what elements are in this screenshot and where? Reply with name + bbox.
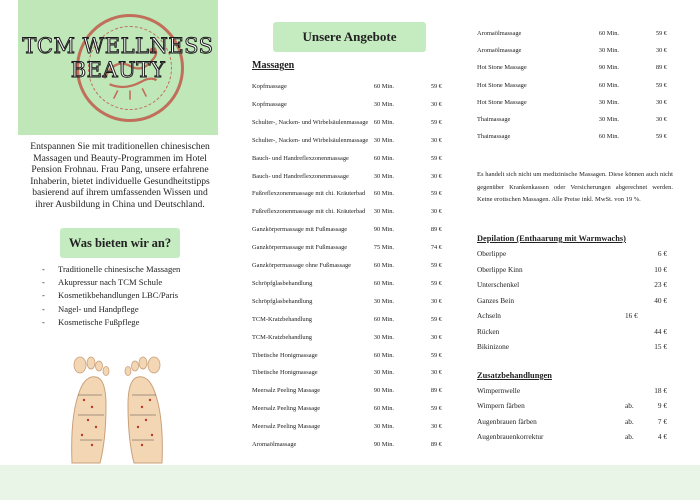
service-duration: 90 Min. bbox=[598, 64, 619, 72]
service-name: Augenbrauenkorrektur bbox=[477, 431, 544, 441]
service-price: 30 € bbox=[430, 208, 442, 216]
table-row bbox=[252, 261, 442, 271]
extras-heading: Zusatzbehandlungen bbox=[477, 371, 552, 380]
table-row bbox=[252, 368, 442, 378]
service-price: 59 € bbox=[430, 83, 442, 90]
service-duration: 60 Min. bbox=[598, 81, 619, 89]
table-row bbox=[477, 385, 667, 397]
service-duration: 30 Min. bbox=[598, 98, 619, 106]
service-name: Meersalz Peeling Massage bbox=[252, 405, 321, 413]
service-name: Oberlippe bbox=[477, 249, 507, 258]
service-price: 15 € bbox=[654, 342, 667, 351]
table-row bbox=[477, 416, 667, 428]
table-row bbox=[252, 279, 442, 289]
list-item: - Kosmetikbehandlungen LBC/Paris bbox=[42, 290, 179, 301]
service-name: Thaimassage bbox=[477, 133, 511, 141]
table-row bbox=[477, 431, 667, 443]
table-row bbox=[477, 29, 667, 39]
service-name: Bauch- und Handreflexzonenmassage bbox=[252, 154, 349, 162]
service-name: Ganzkörpermassage mit Fußmassage bbox=[252, 244, 348, 252]
service-name: Ganzkörpermassage ohne Fußmassage bbox=[252, 262, 352, 269]
service-duration: 60 Min. bbox=[373, 154, 394, 162]
service-duration: 30 Min. bbox=[373, 369, 394, 377]
service-price: 18 € bbox=[654, 386, 667, 395]
service-price: 59 € bbox=[430, 351, 442, 359]
footer-band bbox=[0, 465, 700, 500]
table-row bbox=[477, 115, 667, 125]
what-we-offer-heading: Was bieten wir an? bbox=[60, 228, 180, 258]
service-price: 59 € bbox=[430, 118, 442, 126]
service-duration: 60 Min. bbox=[373, 262, 394, 269]
service-duration: 30 Min. bbox=[373, 333, 394, 341]
table-row bbox=[252, 297, 442, 307]
service-name: Aromaölmassage bbox=[252, 441, 297, 448]
service-price: 30 € bbox=[430, 136, 442, 144]
service-name: Wimpernwelle bbox=[477, 386, 521, 395]
service-duration: 60 Min. bbox=[373, 190, 394, 198]
service-price: 40 € bbox=[654, 295, 667, 305]
service-duration: 60 Min. bbox=[598, 30, 619, 37]
list-item: - Traditionelle chinesische Massagen bbox=[42, 263, 181, 274]
service-duration: 30 Min. bbox=[373, 208, 394, 216]
service-duration: 30 Min. bbox=[373, 172, 394, 180]
logo-title bbox=[18, 34, 218, 82]
disclaimer-note: Es handelt sich nicht um medizinische Massagen. Diese können auch nicht gegenüber Krankenkassen oder Versicherungen abgerechnet werden. Keine erotischen Massagen. Alle Preise inkl. MwSt. von 19 %. bbox=[477, 171, 673, 203]
table-row bbox=[252, 154, 442, 164]
service-price: 30 € bbox=[430, 297, 442, 305]
service-price: 59 € bbox=[655, 81, 667, 89]
table-row bbox=[477, 264, 667, 276]
service-duration: 90 Min. bbox=[373, 441, 394, 448]
service-name: Unterschenkel bbox=[477, 280, 520, 289]
service-name: Rücken bbox=[477, 326, 500, 336]
service-duration: 60 Min. bbox=[373, 118, 394, 126]
service-price: 30 € bbox=[655, 98, 667, 106]
table-row bbox=[252, 351, 442, 361]
service-duration: 60 Min. bbox=[373, 83, 394, 90]
logo-title-line-1: TCM WELLNESS bbox=[22, 34, 214, 58]
massagen-heading: Massagen bbox=[252, 60, 295, 71]
service-name: Hot Stone Massage bbox=[477, 81, 527, 89]
service-price: 30 € bbox=[430, 333, 442, 341]
table-row bbox=[252, 207, 442, 217]
service-name: Achseln bbox=[477, 311, 501, 320]
service-name: Fußreflexzonenmassage mit chi. Kräuterbad bbox=[252, 190, 366, 198]
reflexology-feet-image bbox=[62, 355, 172, 465]
service-price: 59 € bbox=[655, 30, 667, 37]
service-name: Ganzes Bein bbox=[477, 295, 515, 305]
service-name: Kopfmassage bbox=[252, 100, 287, 108]
table-row bbox=[252, 386, 442, 396]
table-row bbox=[252, 422, 442, 432]
service-name: TCM-Kratzbehandlung bbox=[252, 333, 312, 341]
service-name: Hot Stone Massage bbox=[477, 98, 527, 106]
service-duration: 30 Min. bbox=[598, 116, 619, 123]
list-item: - Akupressur nach TCM Schule bbox=[42, 276, 163, 287]
intro-text: Entspannen Sie mit traditionellen chinesischen Massagen und Beauty-Programmen im Hotel Pension Frohnau. Frau Pang, unsere erfahrene Inhaberin, bietet individuelle Gesundheitstipps basierend auf ihrem umfassenden Wissen und ihrer Ausbildung in China und Deutschland. bbox=[30, 141, 210, 210]
service-price: 89 € bbox=[655, 64, 667, 72]
service-price: 23 € bbox=[654, 280, 667, 289]
service-name: Fußreflexzonenmassage mit chi. Kräuterbad bbox=[252, 208, 366, 216]
table-row bbox=[252, 225, 442, 235]
service-duration: 30 Min. bbox=[598, 47, 619, 55]
table-row bbox=[252, 100, 442, 110]
table-row bbox=[252, 404, 442, 414]
service-price: 59 € bbox=[430, 154, 442, 162]
service-duration: 90 Min. bbox=[373, 387, 394, 395]
depilation-heading: Depilation (Enthaarung mit Warmwachs) bbox=[477, 234, 626, 243]
service-name: Kopfmassage bbox=[252, 83, 287, 90]
offer-list bbox=[42, 262, 232, 328]
service-price: 9 € bbox=[657, 401, 667, 411]
service-price: 30 € bbox=[430, 423, 442, 431]
table-row bbox=[252, 243, 442, 253]
table-row bbox=[477, 279, 667, 291]
table-row bbox=[252, 82, 442, 92]
service-duration: 60 Min. bbox=[598, 133, 619, 141]
service-name: Meersalz Peeling Massage bbox=[252, 387, 321, 395]
service-duration: 30 Min. bbox=[373, 423, 394, 431]
service-name: Aromaölmassage bbox=[477, 47, 522, 55]
list-item: - Kosmetische Fußpflege bbox=[42, 316, 140, 327]
list-item: - Nagel- und Handpflege bbox=[42, 303, 139, 314]
table-row bbox=[252, 333, 442, 343]
table-row bbox=[252, 172, 442, 182]
service-price: 30 € bbox=[430, 172, 442, 180]
service-duration: 60 Min. bbox=[373, 279, 394, 287]
service-duration: 75 Min. bbox=[373, 244, 394, 252]
service-duration: 30 Min. bbox=[373, 100, 394, 108]
service-name: Oberlippe Kinn bbox=[477, 264, 523, 274]
service-name: Bauch- und Handreflexzonenmassage bbox=[252, 172, 349, 180]
table-row bbox=[252, 118, 442, 128]
service-price: 30 € bbox=[430, 100, 442, 108]
service-name: Schulter-, Nacken- und Wirbelsäulenmassage bbox=[252, 118, 369, 126]
service-name: Schröpfglasbehandlung bbox=[252, 297, 313, 305]
logo-title-line-2: BEAUTY bbox=[70, 58, 166, 82]
service-price: 59 € bbox=[430, 315, 442, 323]
service-name: Schulter-, Nacken- und Wirbelsäulenmassage bbox=[252, 136, 369, 144]
service-name: Augenbrauen färben bbox=[477, 416, 537, 426]
service-price: 7 € bbox=[657, 416, 667, 426]
service-extra: ab. bbox=[625, 401, 634, 411]
table-row bbox=[477, 248, 667, 260]
service-name: Tibetische Honigmassage bbox=[252, 369, 318, 377]
service-name: Aromaölmassage bbox=[477, 30, 522, 37]
table-row bbox=[477, 46, 667, 56]
service-name: TCM-Kratzbehandlung bbox=[252, 315, 312, 323]
service-price: 30 € bbox=[430, 369, 442, 377]
service-price: 59 € bbox=[430, 405, 442, 413]
service-price: 6 € bbox=[657, 249, 667, 258]
table-row bbox=[477, 132, 667, 142]
table-row bbox=[252, 189, 442, 199]
service-price: 89 € bbox=[430, 441, 442, 448]
service-extra: ab. bbox=[625, 416, 634, 426]
service-duration: 60 Min. bbox=[373, 315, 394, 323]
table-row bbox=[252, 315, 442, 325]
service-name: Thaimassage bbox=[477, 116, 511, 123]
table-row bbox=[477, 310, 667, 322]
service-duration: 60 Min. bbox=[373, 405, 394, 413]
service-price: 74 € bbox=[430, 244, 442, 252]
table-row bbox=[477, 63, 667, 73]
service-price: 59 € bbox=[655, 133, 667, 141]
table-row bbox=[477, 326, 667, 338]
service-extra: ab. bbox=[625, 431, 634, 441]
table-row bbox=[477, 341, 667, 353]
logo-panel bbox=[18, 0, 218, 135]
table-row bbox=[477, 98, 667, 108]
service-price: 30 € bbox=[655, 116, 667, 123]
service-name: Ganzkörpermassage mit Fußmassage bbox=[252, 226, 348, 234]
table-row bbox=[477, 400, 667, 412]
service-price: 10 € bbox=[654, 264, 667, 274]
service-duration: 60 Min. bbox=[373, 351, 394, 359]
service-name: Schröpfglasbehandlung bbox=[252, 279, 313, 287]
table-row bbox=[477, 81, 667, 91]
service-extra: 16 € bbox=[625, 311, 638, 320]
service-price: 59 € bbox=[430, 279, 442, 287]
service-price: 30 € bbox=[655, 47, 667, 55]
table-row bbox=[252, 440, 442, 450]
table-row bbox=[477, 295, 667, 307]
service-duration: 90 Min. bbox=[373, 226, 394, 234]
service-duration: 30 Min. bbox=[373, 297, 394, 305]
service-name: Meersalz Peeling Massage bbox=[252, 423, 321, 431]
service-price: 59 € bbox=[430, 190, 442, 198]
service-name: Wimpern färben bbox=[477, 401, 525, 411]
service-price: 44 € bbox=[654, 326, 667, 336]
service-price: 89 € bbox=[430, 387, 442, 395]
service-price: 59 € bbox=[430, 262, 442, 269]
service-duration: 30 Min. bbox=[373, 136, 394, 144]
table-row bbox=[252, 136, 442, 146]
service-name: Tibetische Honigmassage bbox=[252, 351, 318, 359]
service-price: 4 € bbox=[657, 431, 667, 441]
service-name: Bikinizone bbox=[477, 342, 510, 351]
service-name: Hot Stone Massage bbox=[477, 64, 527, 72]
offers-heading: Unsere Angebote bbox=[273, 22, 426, 52]
service-price: 89 € bbox=[430, 226, 442, 234]
